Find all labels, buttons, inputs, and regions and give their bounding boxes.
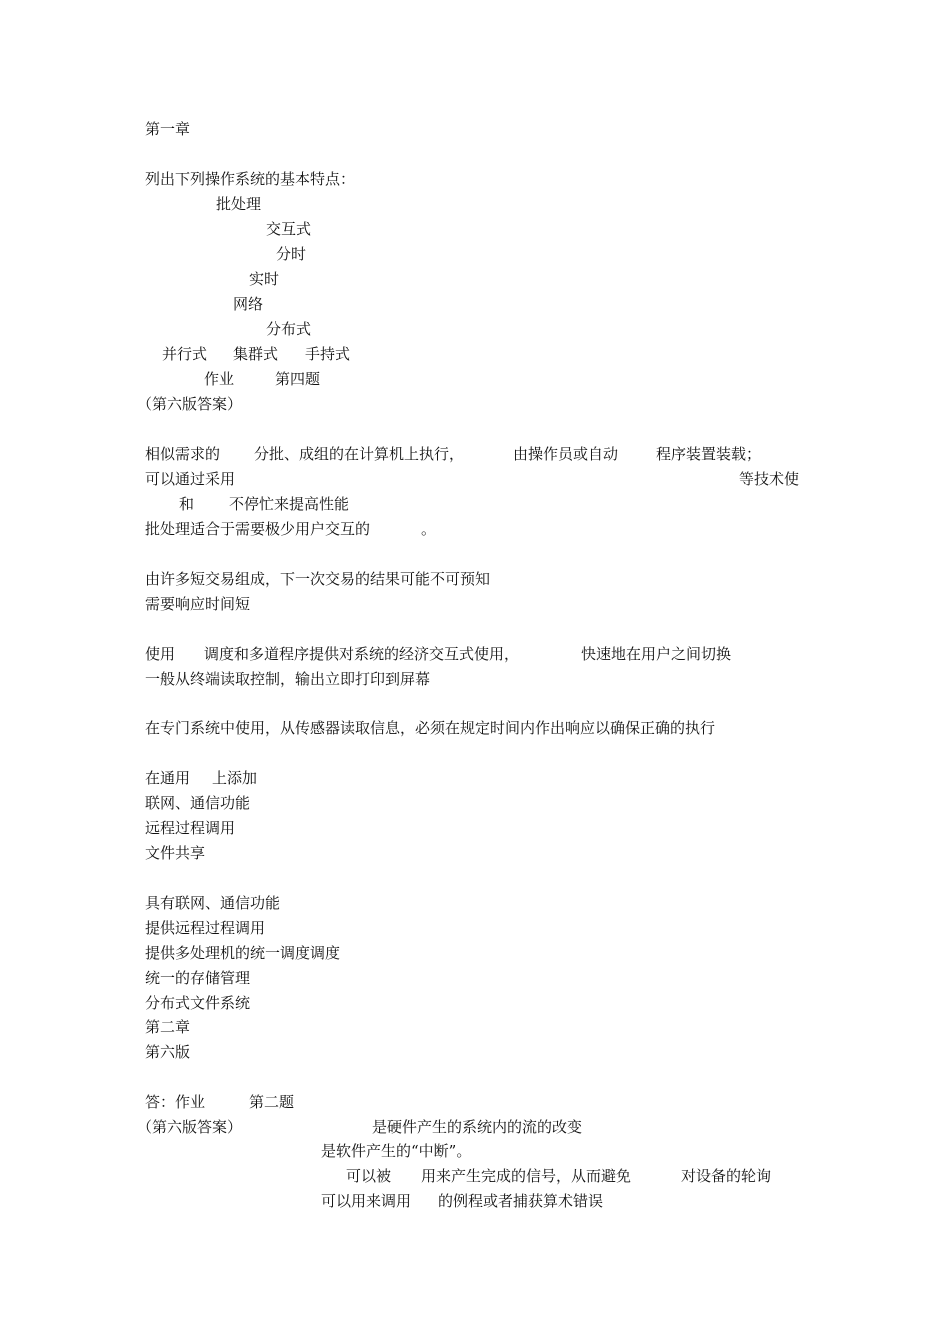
type-network: 网络 [233, 295, 264, 313]
ch2-line-4b: 的例程或者捕获算术错误 [438, 1192, 604, 1210]
distributed-line-2: 提供远程过程调用 [145, 919, 266, 937]
network-line-2: 联网、通信功能 [145, 794, 251, 812]
type-handheld: 手持式 [305, 345, 351, 363]
network-line-4: 文件共享 [145, 844, 206, 862]
answer-label: 答：作业 [145, 1093, 206, 1111]
type-realtime: 实时 [249, 270, 280, 288]
homework-number: 第四题 [275, 370, 321, 388]
distributed-line-3: 提供多处理机的统一调度调度 [145, 944, 341, 962]
question-number: 第二题 [249, 1093, 295, 1111]
ch2-line-3b: 用来产生完成的信号，从而避免 [421, 1167, 632, 1185]
ch2-line-3c: 对设备的轮询 [681, 1167, 772, 1185]
batch-line-4a: 批处理适合于需要极少用户交互的 [145, 520, 371, 538]
timesharing-line-2: 一般从终端读取控制，输出立即打印到屏幕 [145, 670, 431, 688]
homework-label: 作业 [204, 370, 235, 388]
batch-line-1b: 分批、成组的在计算机上执行， [254, 445, 465, 463]
network-line-1a: 在通用 [145, 769, 191, 787]
realtime-line-1: 在专门系统中使用，从传感器读取信息，必须在规定时间内作出响应以确保正确的执行 [145, 719, 716, 737]
interactive-line-1: 由许多短交易组成，下一次交易的结果可能不可预知 [145, 570, 491, 588]
timesharing-line-1c: 快速地在用户之间切换 [581, 645, 732, 663]
edition-answer: （第六版答案） [137, 395, 243, 413]
batch-line-4b: 。 [421, 520, 437, 538]
ch2-line-3a: 可以被 [346, 1167, 392, 1185]
batch-line-2a: 可以通过采用 [145, 470, 236, 488]
timesharing-line-1a: 使用 [145, 645, 176, 663]
ch2-line-2: 是软件产生的“中断”。 [321, 1142, 472, 1160]
batch-line-3a: 和 [179, 495, 195, 513]
type-batch: 批处理 [216, 195, 262, 213]
ch2-line-1: 是硬件产生的系统内的流的改变 [372, 1118, 583, 1136]
type-parallel: 并行式 [162, 345, 208, 363]
batch-line-2b: 等技术使 [739, 470, 800, 488]
interactive-line-2: 需要响应时间短 [145, 595, 251, 613]
chapter-2-title: 第二章 [145, 1018, 191, 1036]
batch-line-1c: 由操作员或自动 [513, 445, 619, 463]
chapter-2-edition: 第六版 [145, 1043, 191, 1061]
type-cluster: 集群式 [233, 345, 279, 363]
network-line-3: 远程过程调用 [145, 819, 236, 837]
distributed-line-4: 统一的存储管理 [145, 969, 251, 987]
chapter-2-edition-answer: （第六版答案） [137, 1118, 243, 1136]
batch-line-1a: 相似需求的 [145, 445, 221, 463]
distributed-line-5: 分布式文件系统 [145, 994, 251, 1012]
distributed-line-1: 具有联网、通信功能 [145, 894, 281, 912]
batch-line-1d: 程序装置装载； [656, 445, 762, 463]
timesharing-line-1b: 调度和多道程序提供对系统的经济交互式使用， [204, 645, 520, 663]
type-timesharing: 分时 [276, 245, 307, 263]
ch2-line-4a: 可以用来调用 [321, 1192, 412, 1210]
chapter-1-title: 第一章 [145, 120, 191, 138]
batch-line-3b: 不停忙来提高性能 [229, 495, 350, 513]
type-distributed: 分布式 [266, 320, 312, 338]
type-interactive: 交互式 [266, 220, 312, 238]
question-text: 列出下列操作系统的基本特点： [145, 170, 356, 188]
network-line-1b: 上添加 [212, 769, 258, 787]
